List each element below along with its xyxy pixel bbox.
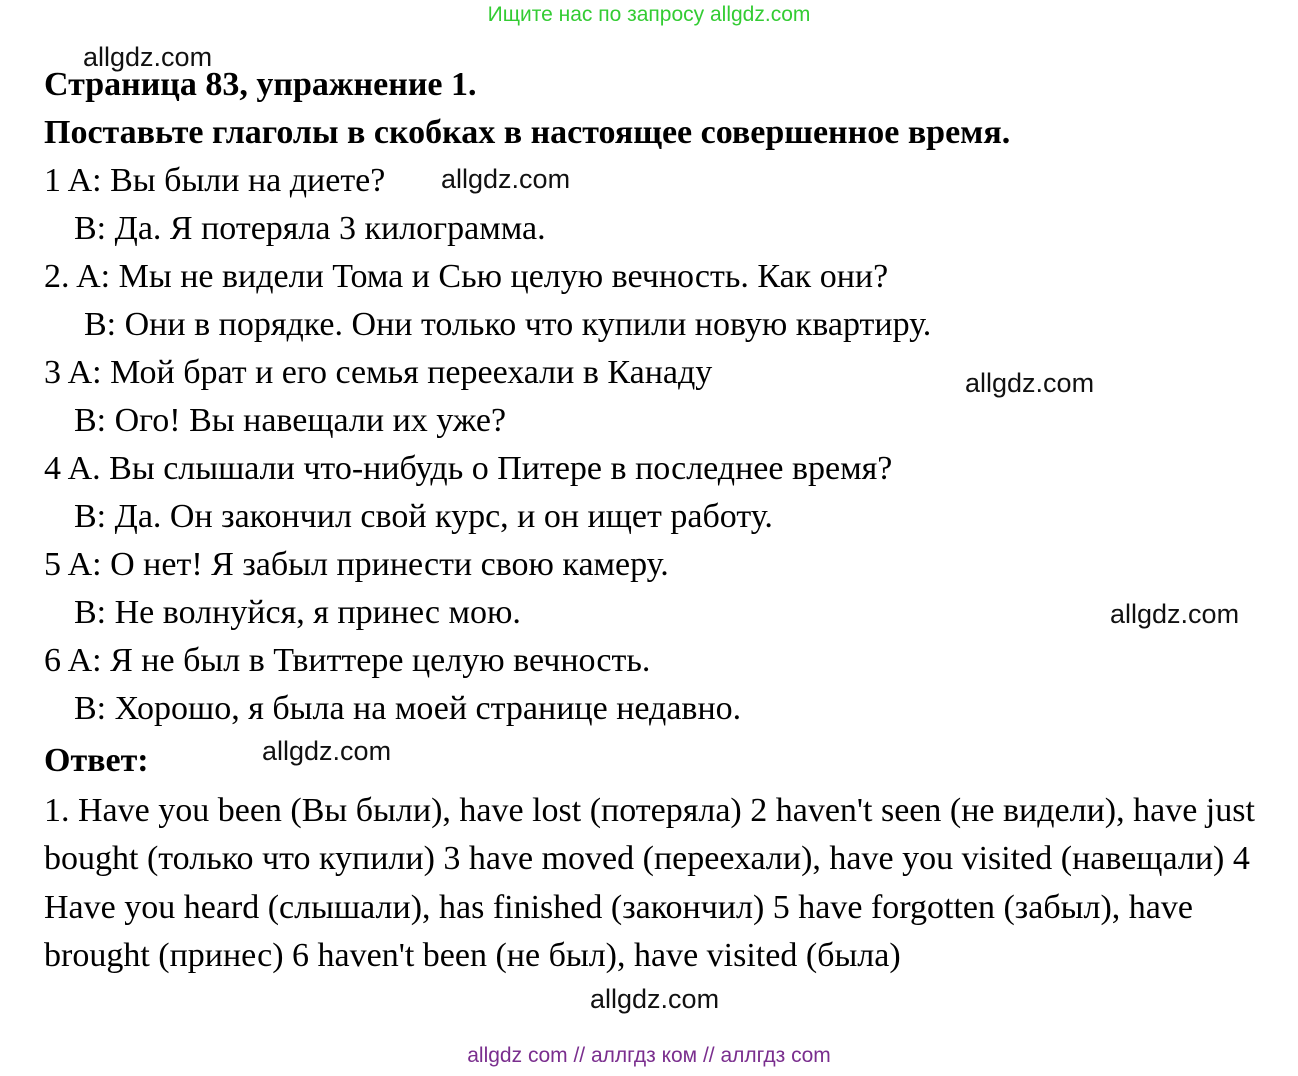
dialogue-2-b: B: Они в порядке. Они только что купили новую квартиру. [84, 306, 932, 343]
answer-text: 1. Have you been (Вы были), have lost (потеряла) 2 haven't seen (не видели), have just bought (только что купили) 3 have moved (переехали), have you visited (навещали) 4 Have you heard (слышали), has finished (закончил) 5 have forgotten (забыл), have brought (принес) 6 haven't been (не был), have visited (была) [44, 792, 1255, 974]
answer-label: Ответ: [44, 742, 149, 779]
watermark: allgdz.com [441, 164, 571, 194]
dialogue-3-a: 3 A: Мой брат и его семья переехали в Канаду [44, 354, 713, 391]
dialogue-5-a: 5 A: О нет! Я забыл принести свою камеру. [44, 546, 669, 583]
watermark: allgdz.com [262, 736, 392, 766]
dialogue-6-b: B: Хорошо, я была на моей странице недавно. [74, 690, 742, 727]
dialogue-4-b: B: Да. Он закончил свой курс, и он ищет работу. [74, 498, 773, 535]
footer-links: allgdz com // аллгдз ком // аллгдз com [467, 1044, 831, 1067]
watermark: allgdz.com [83, 42, 213, 72]
page-title: Страница 83, упражнение 1. [44, 66, 477, 103]
dialogue-4-a: 4 A. Вы слышали что-нибудь о Питере в последнее время? [44, 450, 893, 487]
dialogue-1-b: B: Да. Я потеряла 3 килограмма. [74, 210, 546, 247]
dialogue-2-a: 2. A: Мы не видели Тома и Сью целую вечность. Как они? [44, 258, 889, 295]
instruction: Поставьте глаголы в скобках в настоящее совершенное время. [44, 114, 1011, 151]
dialogue-5-b: B: Не волнуйся, я принес мою. [74, 594, 521, 631]
watermark: allgdz.com [965, 368, 1095, 398]
dialogue-1-a: 1 A: Вы были на диете? [44, 162, 386, 199]
watermark: allgdz.com [590, 984, 720, 1014]
watermark: allgdz.com [1110, 599, 1240, 629]
dialogue-3-b: B: Ого! Вы навещали их уже? [74, 402, 507, 439]
top-banner: Ищите нас по запросу allgdz.com [487, 3, 811, 26]
dialogue-6-a: 6 A: Я не был в Твиттере целую вечность. [44, 642, 651, 679]
